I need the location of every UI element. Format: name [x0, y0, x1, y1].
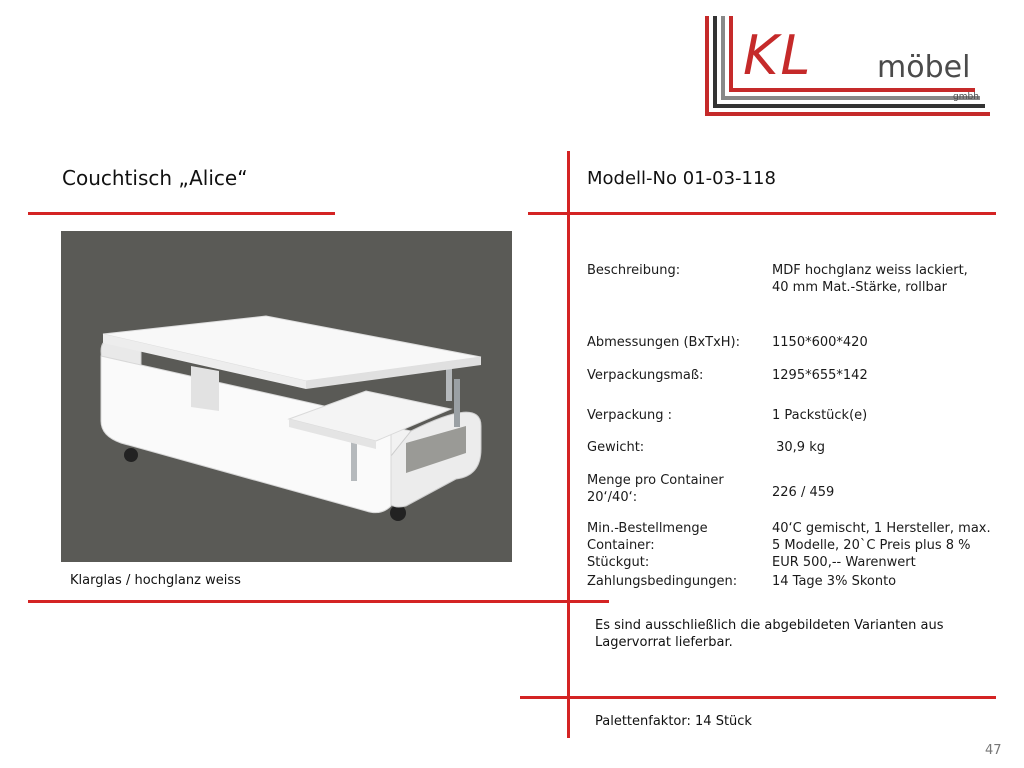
- page-number: 47: [985, 743, 1002, 758]
- spec-label: Menge pro Container 20‘/40‘:: [587, 473, 724, 505]
- model-number: Modell-No 01-03-118: [587, 168, 776, 189]
- notes-rule: [520, 696, 996, 699]
- logo-suffix: gmbh: [953, 92, 979, 102]
- spec-label: Verpackung :: [587, 408, 672, 423]
- spec-label: Min.-Bestellmenge Container: Stückgut:: [587, 521, 708, 570]
- spec-value: MDF hochglanz weiss lackiert, 40 mm Mat.-Stärke, rollbar: [772, 263, 968, 295]
- caption-rule: [28, 600, 609, 603]
- title-rule-right: [528, 212, 996, 215]
- spec-label: Gewicht:: [587, 440, 645, 455]
- spec-value: 1150*600*420: [772, 335, 868, 350]
- title-rule-left: [28, 212, 335, 215]
- spec-label: Verpackungsmaß:: [587, 368, 704, 383]
- logo-brand: KL: [743, 24, 813, 87]
- availability-note: Es sind ausschließlich die abgebildeten Varianten aus Lagervorrat lieferbar.: [595, 618, 944, 650]
- spec-label: Zahlungsbedingungen:: [587, 574, 738, 589]
- spec-value: 1 Packstück(e): [772, 408, 868, 423]
- coffee-table-illustration: [61, 231, 512, 562]
- logo-name: möbel: [877, 50, 971, 85]
- spec-value: 226 / 459: [772, 485, 835, 500]
- product-title: Couchtisch „Alice“: [62, 166, 248, 190]
- photo-caption: Klarglas / hochglanz weiss: [70, 573, 241, 588]
- pallet-factor: Palettenfaktor: 14 Stück: [595, 714, 752, 729]
- company-logo: [705, 14, 995, 116]
- product-photo: [61, 231, 512, 562]
- spec-value: 40‘C gemischt, 1 Hersteller, max. 5 Modelle, 20`C Preis plus 8 % EUR 500,-- Warenwert: [772, 521, 991, 570]
- column-divider: [567, 151, 570, 738]
- spec-value: 1295*655*142: [772, 368, 868, 383]
- spec-label: Abmessungen (BxTxH):: [587, 335, 740, 350]
- spec-value: 30,9 kg: [772, 440, 825, 455]
- spec-value: 14 Tage 3% Skonto: [772, 574, 897, 589]
- spec-label: Beschreibung:: [587, 263, 681, 278]
